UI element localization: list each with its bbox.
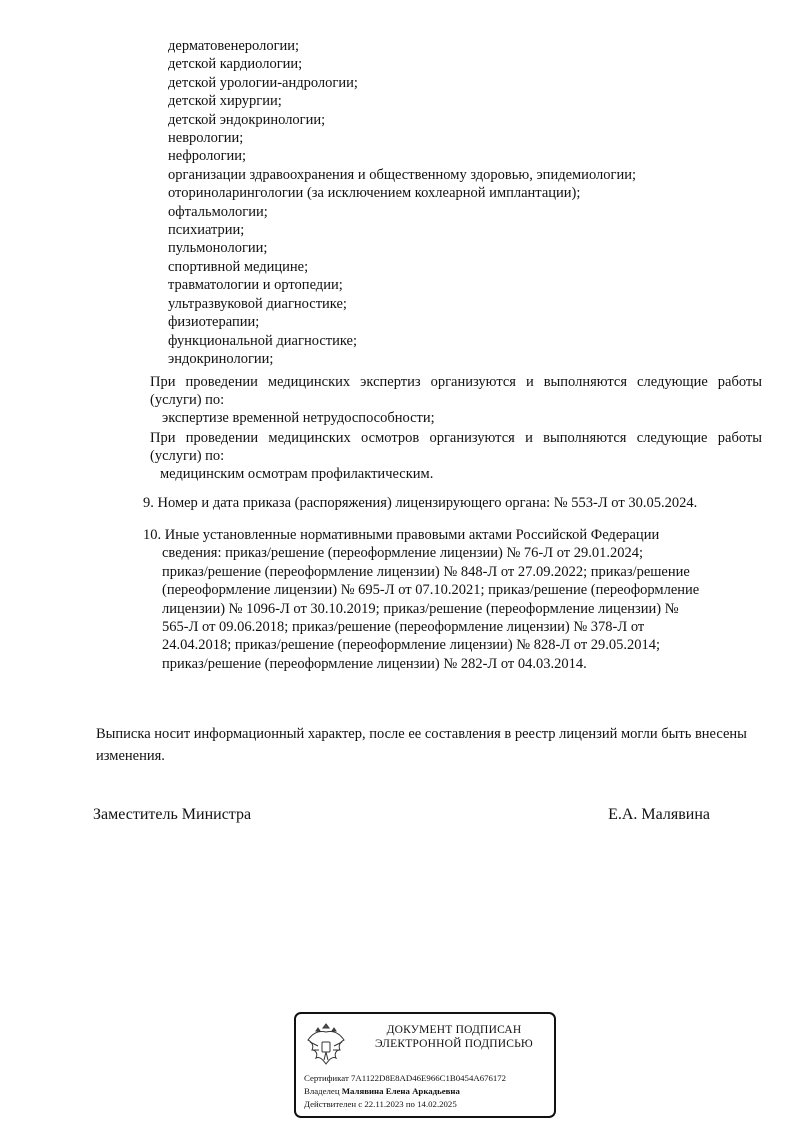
item-10-line: 24.04.2018; приказ/решение (переоформление лицензии) № 828-Л от 29.05.2014; xyxy=(162,637,661,654)
list-item: неврологии; xyxy=(168,130,244,147)
item-10-line: 565-Л от 09.06.2018; приказ/решение (переоформление лицензии) № 378-Л от xyxy=(162,619,645,636)
item-10-line: лицензии) № 1096-Л от 30.10.2019; приказ/решение (переоформление лицензии) № xyxy=(162,600,679,617)
expertise-intro: При проведении медицинских экспертиз организуются и выполняются следующие работы (услуги) по: xyxy=(150,374,762,408)
checkups-intro: При проведении медицинских осмотров организуются и выполняются следующие работы (услуги) по: xyxy=(150,430,762,464)
item-10-line: сведения: приказ/решение (переоформление лицензии) № 76-Л от 29.01.2024; xyxy=(162,545,644,562)
list-item: спортивной медицине; xyxy=(168,258,309,275)
list-item: детской кардиологии; xyxy=(168,56,303,73)
stamp-title: ДОКУМЕНТ ПОДПИСАН ЭЛЕКТРОННОЙ ПОДПИСЬЮ xyxy=(375,1024,533,1050)
electronic-signature-stamp xyxy=(294,1012,556,1118)
list-item: организации здравоохранения и общественному здоровью, эпидемиологии; xyxy=(168,166,636,183)
item-10-line: приказ/решение (переоформление лицензии) № 848-Л от 27.09.2022; приказ/решение xyxy=(162,563,690,580)
order-number-text: 9. Номер и дата приказа (распоряжения) лицензирующего органа: № 553-Л от 30.05.2024. xyxy=(143,495,698,511)
list-item: психиатрии; xyxy=(168,222,245,239)
certificate-line: Сертификат 7A1122D8E8AD46E966C1B0454A676172 xyxy=(304,1073,507,1083)
checkups-section xyxy=(150,429,762,483)
list-item: дерматовенерологии; xyxy=(168,38,300,54)
item-10 xyxy=(143,526,763,673)
signer-position: Заместитель Министра xyxy=(93,806,252,823)
item-10-line: (переоформление лицензии) № 695-Л от 07.10.2021; приказ/решение (переоформление xyxy=(162,582,700,599)
expertise-item: экспертизе временной нетрудоспособности; xyxy=(162,410,435,426)
disclaimer-note: Выписка носит информационный характер, после ее составления в реестр лицензий могли быть внесены изменения. xyxy=(96,726,747,764)
list-item: нефрологии; xyxy=(168,148,247,165)
coat-of-arms-icon xyxy=(304,1020,348,1070)
item-10-first-line: 10. Иные установленные нормативными правовыми актами Российской Федерации xyxy=(143,527,660,543)
list-item: функциональной диагностике; xyxy=(168,332,357,349)
checkups-item: медицинским осмотрам профилактическим. xyxy=(160,466,434,482)
list-item: офтальмологии; xyxy=(168,203,268,220)
list-item: ультразвуковой диагностике; xyxy=(168,295,347,312)
list-item: пульмонологии; xyxy=(168,240,268,257)
signer-name: Е.А. Малявина xyxy=(608,806,710,823)
validity-line: Действителен с 22.11.2023 по 14.02.2025 xyxy=(304,1099,457,1109)
item-9 xyxy=(143,494,763,512)
expertise-section xyxy=(150,373,762,427)
owner-line: Владелец Малявина Елена Аркадьевна xyxy=(304,1086,460,1096)
list-item: детской хирургии; xyxy=(168,93,282,110)
list-item: детской эндокринологии; xyxy=(168,111,326,128)
specialty-list xyxy=(168,37,636,368)
stamp-details xyxy=(304,1072,506,1111)
item-10-line: приказ/решение (переоформление лицензии) № 282-Л от 04.03.2014. xyxy=(162,655,587,672)
list-item: оториноларингологии (за исключением кохлеарной имплантации); xyxy=(168,185,581,202)
list-item: физиотерапии; xyxy=(168,314,260,331)
list-item: детской урологии-андрологии; xyxy=(168,74,358,91)
list-item: эндокринологии; xyxy=(168,350,274,367)
list-item: травматологии и ортопедии; xyxy=(168,277,343,294)
